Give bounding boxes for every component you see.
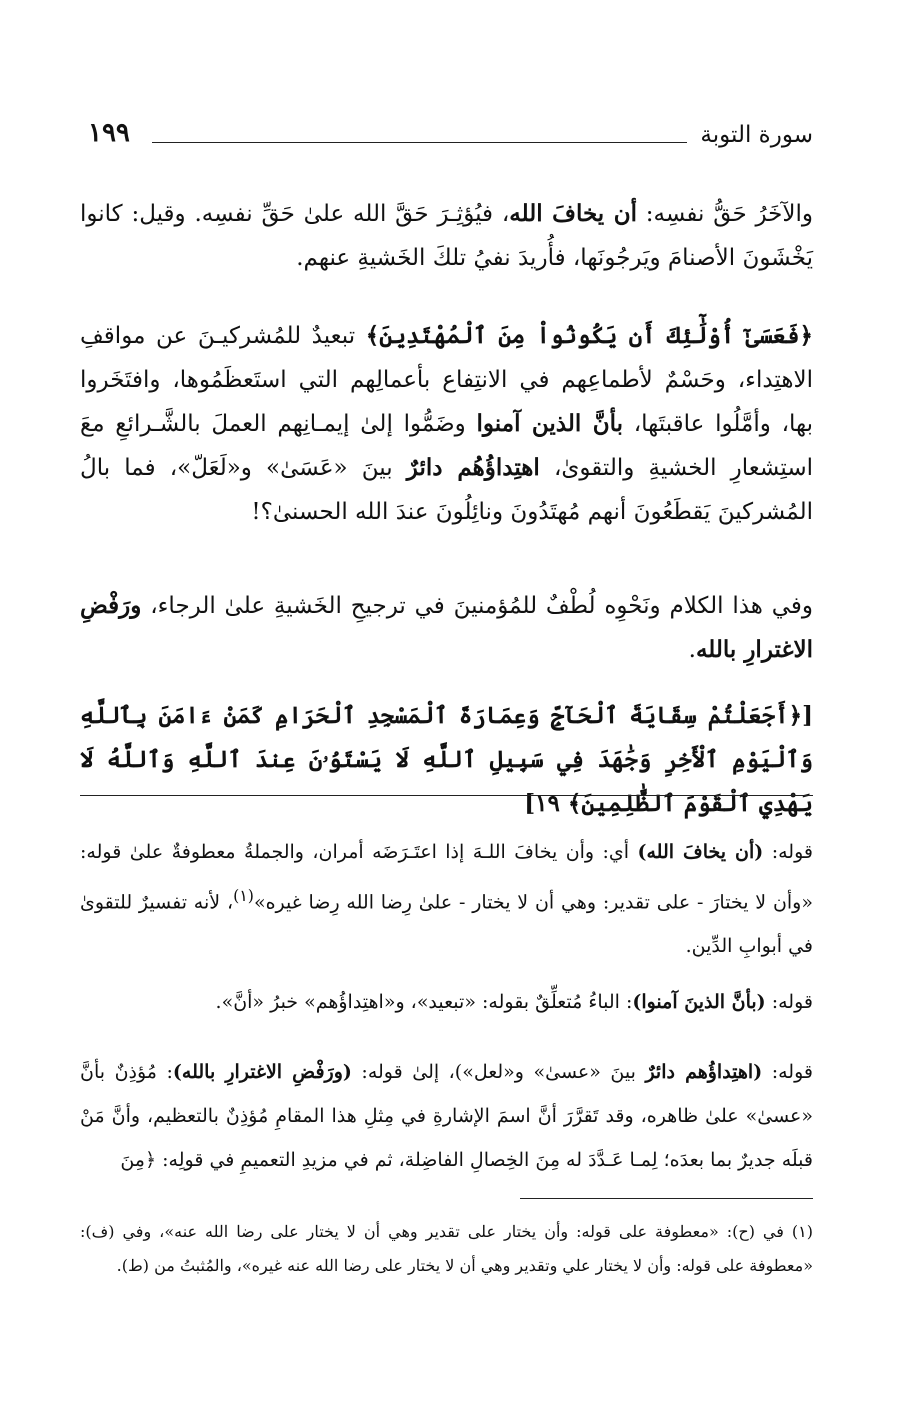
body-paragraph-4-verse bbox=[80, 694, 813, 826]
commentary-paragraph-1: قوله: (أن يخافَ الله) أي: وأن يخافَ اللـهَ إذا اعتَـرَضَه أمران، والجملةُ معطوفةٌ علىٰ قوله: «وأن لا يختارَ - على تقدير: وهي أن لا يختار - علىٰ رِضا الله رِضا غيره»$^{(١)}$، لأنه تفسيرٌ للتقوىٰ في أبوابِ الدِّين. bbox=[80, 841, 813, 958]
body-paragraph-2: ﴿فَعَسَىٰٓ أُوْلَٰٓئِكَ أَن يَكُونُواْ مِنَ ٱلْمُهْتَدِينَ﴾ تبعيدٌ للمُشركيـنَ عن مواقفِ الاهتِداء، وحَسْمٌ لأطماعِهم في الانتِفاع بأعمالِهم التي استَعظَمُوها، وافتَخَروا بها، وأمَّلُوا عاقبتَها، بأنَّ الذين آمنوا وضَمُّوا إلىٰ إيمـانِهم العملَ بالشَّـرائعِ معَ استِشعارِ الخشيةِ والتقوىٰ، اهتِداؤُهُم دائرٌ بينَ «عَسَىٰ» و«لَعَلّ»، فما بالُ المُشركينَ يَقطَعُونَ أنهم مُهتَدُونَ ونائِلُونَ عندَ الله الحسنىٰ؟! bbox=[80, 322, 814, 525]
footnote: (١) في (ح): «معطوفة على قوله: وأن يختار على تقدير وهي أن لا يختار على رضا الله عنه»، وفي (ف): «معطوفة على قوله: وأن لا يختار علي وتقدير وهي أن لا يختار على رضا الله عنه غيره»، والمُثبتُ من (ط). bbox=[80, 1222, 814, 1275]
commentary-paragraph-3: قوله: (اهتِداؤُهم دائرٌ بينَ «عسىٰ» و«لعل»)، إلىٰ قوله: (ورَفْضِ الاغترارِ بالله): مُؤذِنٌ بأنَّ «عسىٰ» علىٰ ظاهره، وقد تَقرَّرَ أنَّ اسمَ الإشارةِ في مِثلِ هذا المقامِ مُؤذِنٌ بالتعظيم، وأنَّ مَنْ قبلَه جديرٌ بما بعدَه؛ لِمـا عَـدَّدَ له مِنَ الخِصالِ الفاضِلة، ثم في مزيدِ التعميمِ في قولِه: ﴿مِنَ bbox=[80, 1061, 813, 1171]
surah-title: سورة التوبة bbox=[700, 122, 813, 148]
quran-verse: ﴿فَعَسَىٰٓ أُوْلَٰٓئِكَ أَن يَكُونُواْ مِنَ ٱلْمُهْتَدِينَ﴾ bbox=[365, 322, 813, 349]
body-paragraph-3: وفي هذا الكلام ونَحْوِه لُطْفٌ للمُؤمنينَ في ترجيحِ الخَشيةِ علىٰ الرجاء، ورَفْضِ الاغترارِ بالله. bbox=[80, 592, 813, 663]
footnote-separator bbox=[520, 1198, 813, 1199]
header-rule bbox=[152, 142, 687, 143]
commentary-separator bbox=[80, 795, 813, 796]
footnote-marker: (١) bbox=[233, 886, 254, 905]
page-header bbox=[88, 118, 813, 162]
commentary-paragraph-2: قوله: (بأنَّ الذينَ آمنوا): الباءُ مُتعلِّقٌ بقوله: «تبعيد»، و«اهتِداؤُهم» خبرُ «أنَّ». bbox=[215, 991, 813, 1013]
body-paragraph-1: والآخَرُ حَقُّ نفسِه: أن يخافَ الله، فيُؤثِـرَ حَقَّ الله علىٰ حَقِّ نفسِه. وقيل: كانوا يَخْشَونَ الأصنامَ ويَرجُونَها، فأُريدَ نفيُ تلكَ الخَشيةِ عنهم. bbox=[80, 200, 813, 271]
page-number: ١٩٩ bbox=[88, 118, 130, 148]
quran-verse: [﴿أَجَعَلْتُمْ سِقَايَةَ ٱلْحَآجِّ وَعِمَارَةَ ٱلْمَسْجِدِ ٱلْحَرَامِ كَمَنْ ءَامَنَ بِٱللَّهِ وَٱلْيَوْمِ ٱلْأَخِرِ وَجَٰهَدَ فِي سَبِيلِ ٱللَّهِ لَا يَسْتَوُۥنَ عِندَ ٱللَّهِ وَٱللَّهُ لَا يَهْدِي ٱلْقَوْمَ ٱلظَّٰلِمِينَ﴾ ١٩] bbox=[80, 702, 813, 817]
